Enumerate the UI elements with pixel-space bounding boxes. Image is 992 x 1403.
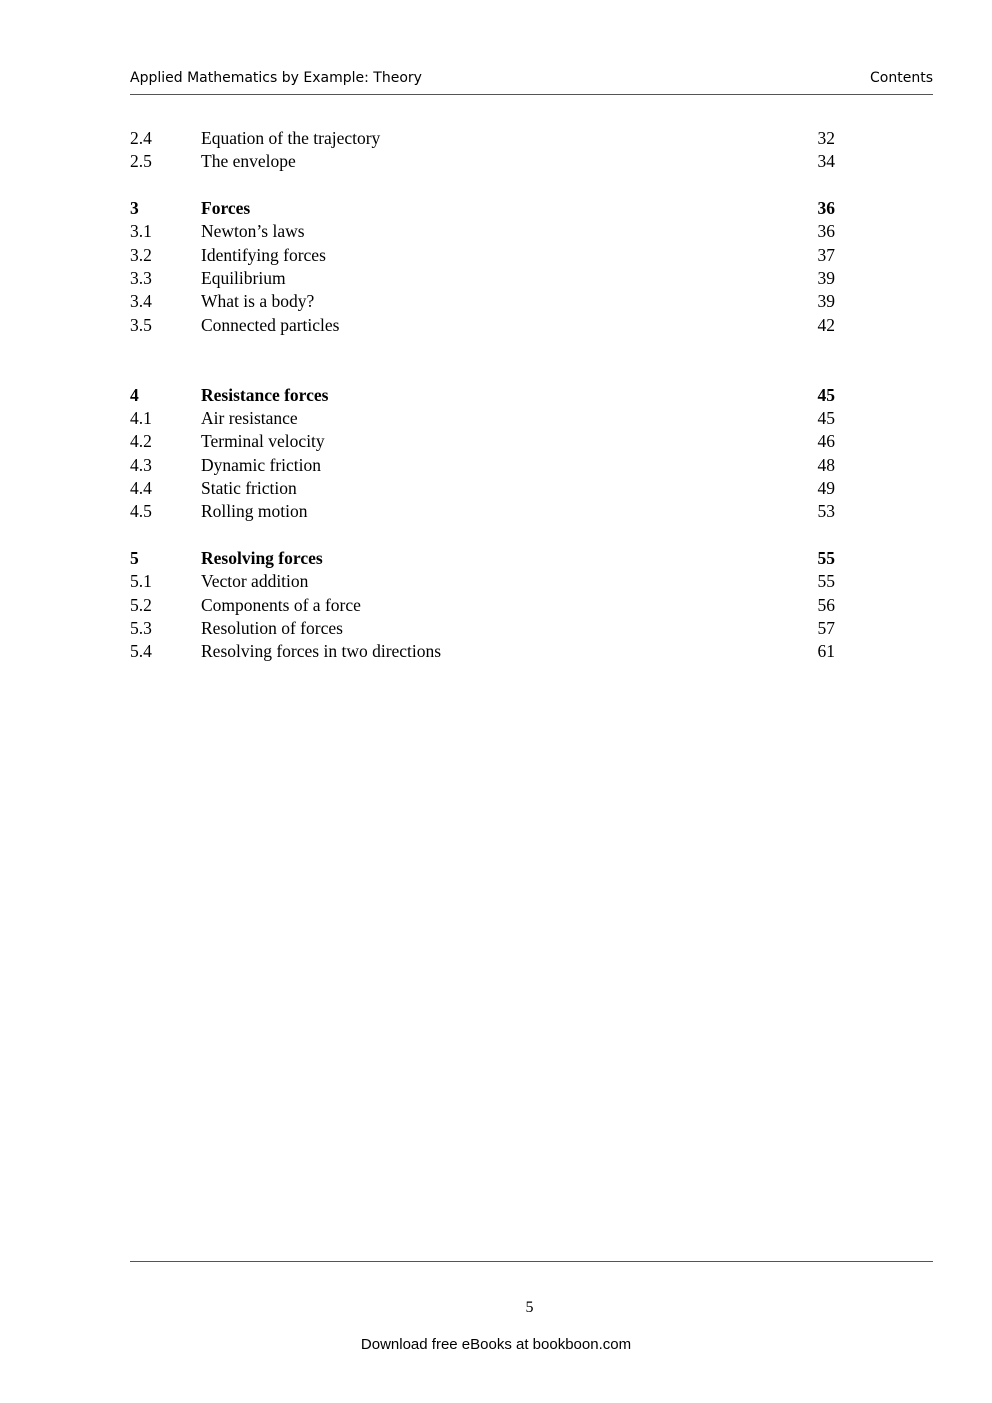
footer-link-text[interactable]: Download free eBooks at bookboon.com <box>360 1336 632 1353</box>
toc-entry[interactable] <box>130 150 835 173</box>
toc-entry-page: 36 <box>817 221 835 241</box>
toc-entry[interactable] <box>130 477 835 500</box>
toc-entry-number: 4.2 <box>130 431 152 451</box>
toc-entry-number: 3.2 <box>130 245 152 265</box>
toc-entry-title: Equilibrium <box>201 268 286 288</box>
toc-entry[interactable] <box>130 640 835 663</box>
toc-entry-title: Air resistance <box>201 408 298 428</box>
toc-entry[interactable] <box>130 127 835 150</box>
toc-entry[interactable] <box>130 220 835 243</box>
toc-entry-number: 3.4 <box>130 291 152 311</box>
toc-entry-number: 4.5 <box>130 501 152 521</box>
toc-entry[interactable] <box>130 244 835 267</box>
toc-entry-number: 2.5 <box>130 151 152 171</box>
toc-chapter[interactable] <box>130 197 835 220</box>
toc-chapter-number: 4 <box>130 385 139 405</box>
toc-chapter[interactable] <box>130 547 835 570</box>
toc-chapter-title: Resolving forces <box>201 548 323 568</box>
toc-entry-number: 4.4 <box>130 478 152 498</box>
toc-entry-page: 49 <box>817 478 835 498</box>
toc-entry-title: What is a body? <box>201 291 315 311</box>
toc-chapter-page: 36 <box>817 198 835 218</box>
toc-entry-page: 53 <box>817 501 835 521</box>
toc-entry-page: 48 <box>817 455 835 475</box>
toc-entry-number: 3.5 <box>130 315 152 335</box>
toc-entry-number: 5.3 <box>130 618 152 638</box>
toc-entry-page: 39 <box>817 268 835 288</box>
toc-entry-page: 57 <box>817 618 835 638</box>
toc-entry-title: Terminal velocity <box>201 431 325 451</box>
toc-entry-title: Rolling motion <box>201 501 308 521</box>
toc-entry-page: 32 <box>817 128 835 148</box>
toc-entry-page: 56 <box>817 595 835 615</box>
toc-chapter-title: Resistance forces <box>201 385 329 405</box>
toc-entry-page: 34 <box>817 151 835 171</box>
toc-chapter-page: 55 <box>817 548 835 568</box>
toc-chapter-page: 45 <box>817 385 835 405</box>
toc-chapter-number: 5 <box>130 548 139 568</box>
toc-entry-page: 55 <box>817 571 835 591</box>
toc-entry-title: Components of a force <box>201 595 361 615</box>
toc-entry-number: 5.2 <box>130 595 152 615</box>
toc-entry-title: Resolution of forces <box>201 618 343 638</box>
toc-entry-page: 39 <box>817 291 835 311</box>
toc-entry[interactable] <box>130 454 835 477</box>
toc-entry[interactable] <box>130 314 835 337</box>
toc-chapter-title: Forces <box>201 198 251 218</box>
toc-entry[interactable] <box>130 594 835 617</box>
book-title: Applied Mathematics by Example: Theory <box>130 70 422 86</box>
toc-entry-number: 3.1 <box>130 221 152 241</box>
footer-divider <box>130 1261 933 1262</box>
toc-entry-page: 42 <box>817 315 835 335</box>
toc-entry-title: Identifying forces <box>201 245 326 265</box>
page-header <box>130 67 933 89</box>
toc-entry-number: 2.4 <box>130 128 152 148</box>
toc-entry[interactable] <box>130 290 835 313</box>
toc-entry-title: Resolving forces in two directions <box>201 641 442 661</box>
toc-entry-number: 5.1 <box>130 571 152 591</box>
toc-entry-page: 45 <box>817 408 835 428</box>
toc-entry-title: Connected particles <box>201 315 340 335</box>
toc-entry[interactable] <box>130 500 835 523</box>
toc-entry-number: 4.1 <box>130 408 152 428</box>
toc-entry[interactable] <box>130 617 835 640</box>
toc-entry[interactable] <box>130 430 835 453</box>
toc-entry-title: Dynamic friction <box>201 455 322 475</box>
page-number: 5 <box>525 1299 534 1316</box>
toc-entry-page: 46 <box>817 431 835 451</box>
section-title: Contents <box>870 70 933 86</box>
toc-entry[interactable] <box>130 407 835 430</box>
toc-entry[interactable] <box>130 267 835 290</box>
toc-entry-page: 37 <box>817 245 835 265</box>
toc-chapter-number: 3 <box>130 198 139 218</box>
toc-entry-title: Equation of the trajectory <box>201 128 381 148</box>
toc-entry-number: 5.4 <box>130 641 152 661</box>
toc-entry[interactable] <box>130 570 835 593</box>
toc-entry-title: Vector addition <box>201 571 309 591</box>
toc-chapter[interactable] <box>130 384 835 407</box>
toc-entry-number: 4.3 <box>130 455 152 475</box>
toc-entry-title: Newton’s laws <box>201 221 305 241</box>
header-divider <box>130 94 933 95</box>
toc-entry-page: 61 <box>817 641 835 661</box>
toc-entry-title: Static friction <box>201 478 297 498</box>
toc-entry-title: The envelope <box>201 151 296 171</box>
toc-entry-number: 3.3 <box>130 268 152 288</box>
